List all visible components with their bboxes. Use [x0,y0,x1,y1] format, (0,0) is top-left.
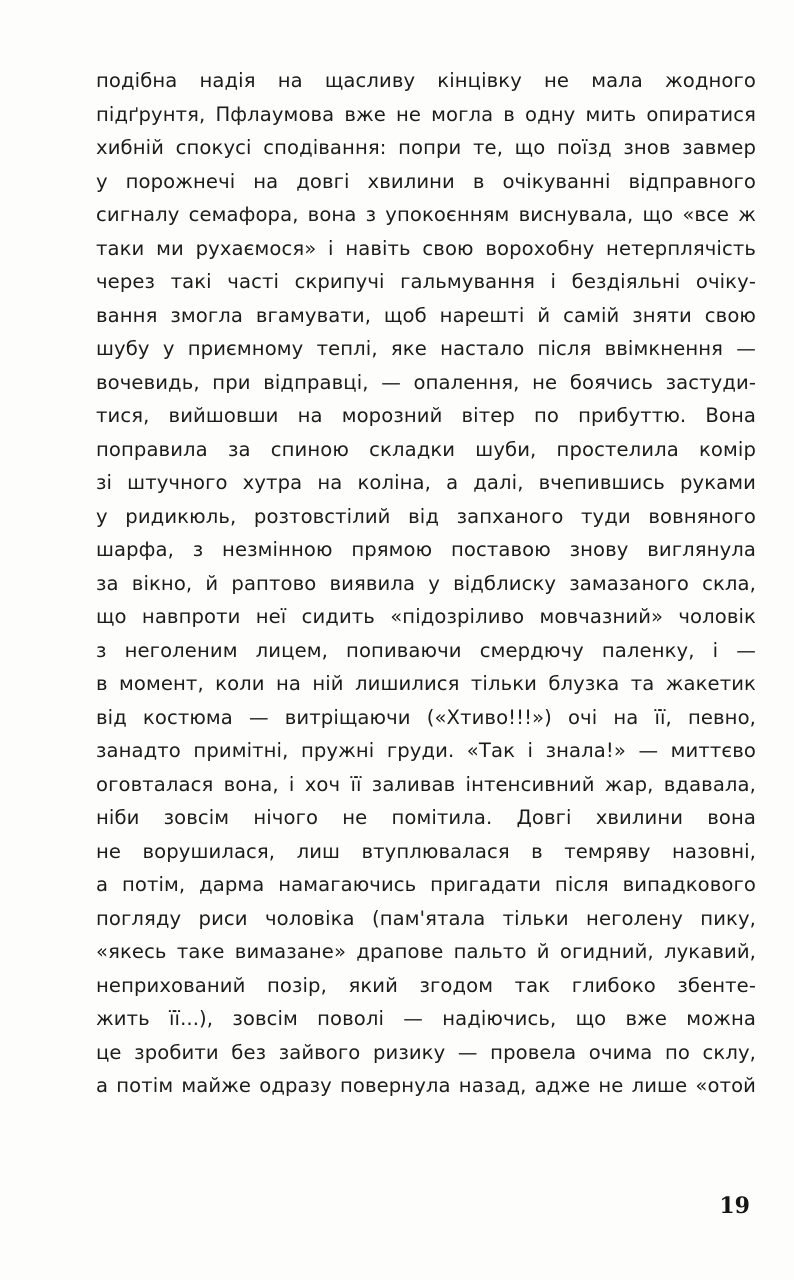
text-line: у порожнечі на довгі хвилини в очікуванні відправного [96,169,756,193]
text-line: а потім, дарма намагаючись пригадати після випадкового [96,873,756,896]
text-line: через такі часті скрипучі гальмування і бездіяльні очіку- [96,270,756,293]
text-line: за вікно, й раптово виявила у відблиску замазаного скла, [96,571,756,595]
text-line: таки ми рухаємося» і навіть свою ворохобну нетерплячість [96,236,756,260]
text-line: від костюма — витріщаючи («Хтиво!!!») очі на її, певно, [96,705,756,729]
text-line: сигналу семафора, вона з упокоєнням виснувала, що «все ж [96,203,756,226]
text-line: що навпроти неї сидить «підозріливо мовчазний» чоловік [96,605,756,628]
text-line: не ворушилася, лиш втуплювалася в темряву назовні, [96,839,756,863]
text-line: жить її...), зовсім поволі — надіючись, що вже можна [96,1007,756,1030]
text-line: занадто примітні, пружні груди. «Так і знала!» — миттєво [96,739,756,762]
text-line: шубу у приємному теплі, яке настало після ввімкнення — [96,337,756,360]
text-line: в момент, коли на ній лишилися тільки блузка та жакетик [96,672,756,695]
page-number: 19 [719,1193,750,1219]
text-line: з неголеним лицем, попиваючи смердючу паленку, і — [96,638,756,662]
text-line: підґрунтя, Пфлаумова вже не могла в одну мить опиратися [96,102,756,126]
text-line: подібна надія на щасливу кінцівку не мала жодного [96,69,756,92]
text-line: «якесь таке вимазане» драпове пальто й огидний, лукавий, [96,940,756,963]
text-line: у ридикюль, розтовстілий від запханого туди вовняного [96,504,756,528]
text-line: ніби зовсім нічого не помітила. Довгі хвилини вона [96,806,756,829]
text-line: вочевидь, при відправці, — опалення, не боячись застуди- [96,370,756,394]
body-text [96,64,756,1103]
text-line: а потім майже одразу повернула назад, адже не лише «отой [96,1074,756,1097]
text-line: зі штучного хутра на коліна, а далі, вчепившись руками [96,471,756,494]
text-line: це зробити без зайвого ризику — провела очима по склу, [96,1040,756,1064]
text-line: оговталася вона, і хоч її заливав інтенсивний жар, вдавала, [96,772,756,796]
text-line: неприхований позір, який згодом так глибоко збенте- [96,973,756,997]
text-line: вання змогла вгамувати, щоб нарешті й самій зняти свою [96,303,756,327]
text-line: хибній спокусі сподівання: попри те, що поїзд знов завмер [96,136,756,159]
text-line: погляду риси чоловіка (пам'ятала тільки неголену пику, [96,906,756,930]
text-line: шарфа, з незмінною прямою поставою знову виглянула [96,538,756,561]
text-line: поправила за спиною складки шуби, простелила комір [96,437,756,461]
text-line: тися, вийшовши на морозний вітер по прибуттю. Вона [96,404,756,427]
